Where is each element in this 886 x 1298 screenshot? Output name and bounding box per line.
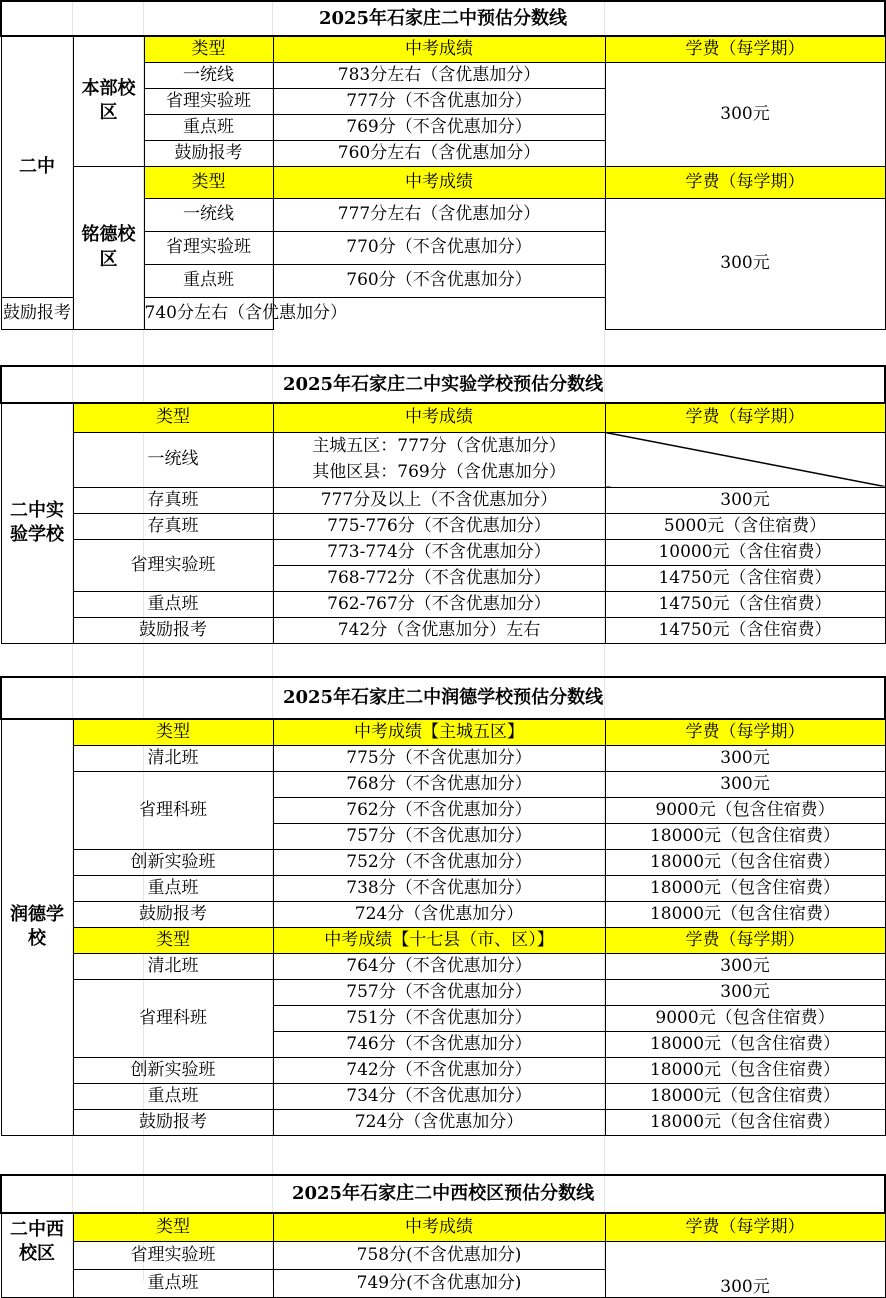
row-fee: 5000元（含住宿费） bbox=[605, 513, 885, 539]
row-score: 769分（不含优惠加分） bbox=[273, 114, 605, 140]
header-fee: 学费（每学期） bbox=[605, 36, 885, 62]
row-fee: 18000元（包含住宿费） bbox=[605, 1031, 885, 1057]
header-score: 中考成绩 bbox=[273, 166, 605, 198]
row-fee: 14750元（含住宿费） bbox=[605, 617, 885, 643]
row-score: 742分（含优惠加分）左右 bbox=[273, 617, 605, 643]
row-fee: 300元 bbox=[605, 771, 885, 797]
section2-title: 2025年石家庄二中实验学校预估分数线 bbox=[1, 366, 885, 403]
row-fee: 300元 bbox=[605, 62, 885, 166]
row-score: 757分（不含优惠加分） bbox=[273, 823, 605, 849]
row-fee: 18000元（包含住宿费） bbox=[605, 875, 885, 901]
row-score: 760分左右（含优惠加分） bbox=[273, 140, 605, 166]
row-score: 746分（不含优惠加分） bbox=[273, 1031, 605, 1057]
header-score: 中考成绩 bbox=[273, 1213, 605, 1241]
row-type: 一统线 bbox=[144, 198, 273, 231]
row-score: 762-767分（不含优惠加分） bbox=[273, 591, 605, 617]
row-score: 762分（不含优惠加分） bbox=[273, 797, 605, 823]
row-fee: 14750元（含住宿费） bbox=[605, 591, 885, 617]
row-score: 777分（不含优惠加分） bbox=[273, 88, 605, 114]
row-type: 省理科班 bbox=[73, 771, 273, 849]
row-fee: 300元 bbox=[605, 745, 885, 771]
row-type: 存真班 bbox=[73, 513, 273, 539]
row-score: 760分（不含优惠加分） bbox=[273, 264, 605, 297]
row-score: 734分（不含优惠加分） bbox=[273, 1083, 605, 1109]
header-type: 类型 bbox=[73, 927, 273, 953]
row-type: 清北班 bbox=[73, 953, 273, 979]
header-type: 类型 bbox=[73, 719, 273, 745]
row-type: 省理实验班 bbox=[73, 1241, 273, 1269]
school-name: 二中西校区 bbox=[1, 1213, 73, 1297]
row-score: 742分（不含优惠加分） bbox=[273, 1057, 605, 1083]
row-score: 751分（不含优惠加分） bbox=[273, 1005, 605, 1031]
section3-title: 2025年石家庄二中润德学校预估分数线 bbox=[1, 677, 885, 719]
row-type: 清北班 bbox=[73, 745, 273, 771]
row-fee: 300元 bbox=[605, 953, 885, 979]
row-score: 773-774分（不含优惠加分） bbox=[273, 539, 605, 565]
section4-table bbox=[0, 1174, 886, 1298]
school-name: 润德学校 bbox=[1, 719, 73, 1135]
section4-title: 2025年石家庄二中西校区预估分数线 bbox=[1, 1175, 885, 1213]
row-score: 724分（含优惠加分） bbox=[273, 1109, 605, 1135]
row-type: 省理实验班 bbox=[73, 539, 273, 591]
row-score: 770分（不含优惠加分） bbox=[273, 231, 605, 264]
row-type: 省理实验班 bbox=[144, 231, 273, 264]
row-type: 鼓励报考 bbox=[144, 140, 273, 166]
empty-diagonal-cell bbox=[605, 432, 885, 487]
row-score: 764分（不含优惠加分） bbox=[273, 953, 605, 979]
row-fee: 18000元（包含住宿费） bbox=[605, 1057, 885, 1083]
row-type: 重点班 bbox=[73, 1269, 273, 1297]
header-fee: 学费（每学期） bbox=[605, 927, 885, 953]
section3-table bbox=[0, 676, 886, 1136]
row-type: 创新实验班 bbox=[73, 1057, 273, 1083]
row-fee: 18000元（包含住宿费） bbox=[605, 1109, 885, 1135]
row-type: 重点班 bbox=[144, 114, 273, 140]
header-fee: 学费（每学期） bbox=[605, 719, 885, 745]
row-type: 一统线 bbox=[144, 62, 273, 88]
campus-name: 本部校区 bbox=[73, 36, 144, 166]
row-score bbox=[273, 432, 605, 487]
row-score: 749分(不含优惠加分) bbox=[273, 1269, 605, 1297]
row-fee: 300元 bbox=[605, 487, 885, 513]
row-fee: 9000元（包含住宿费） bbox=[605, 1005, 885, 1031]
row-type: 存真班 bbox=[73, 487, 273, 513]
row-score: 757分（不含优惠加分） bbox=[273, 979, 605, 1005]
row-score: 775分（不含优惠加分） bbox=[273, 745, 605, 771]
header-score: 中考成绩 bbox=[273, 403, 605, 432]
row-type: 重点班 bbox=[73, 1083, 273, 1109]
header-type: 类型 bbox=[73, 1213, 273, 1241]
row-score: 758分(不含优惠加分) bbox=[273, 1241, 605, 1269]
row-fee: 18000元（包含住宿费） bbox=[605, 1083, 885, 1109]
header-type: 类型 bbox=[144, 36, 273, 62]
row-score: 768分（不含优惠加分） bbox=[273, 771, 605, 797]
header-score: 中考成绩【主城五区】 bbox=[273, 719, 605, 745]
school-name: 二中 bbox=[1, 36, 73, 297]
row-score: 738分（不含优惠加分） bbox=[273, 875, 605, 901]
row-type: 省理实验班 bbox=[144, 88, 273, 114]
row-type: 重点班 bbox=[73, 591, 273, 617]
row-type: 鼓励报考 bbox=[73, 1109, 273, 1135]
row-fee: 300元 bbox=[605, 1241, 885, 1297]
header-score: 中考成绩【十七县（市、区）】 bbox=[273, 927, 605, 953]
score-other-counties: 其他区县：769分（含优惠加分） bbox=[312, 461, 566, 482]
row-score: 768-772分（不含优惠加分） bbox=[273, 565, 605, 591]
section2-table bbox=[0, 365, 886, 644]
row-fee: 10000元（含住宿费） bbox=[605, 539, 885, 565]
row-score: 777分左右（含优惠加分） bbox=[273, 198, 605, 231]
row-type: 鼓励报考 bbox=[73, 617, 273, 643]
row-score: 777分及以上（不含优惠加分） bbox=[273, 487, 605, 513]
row-fee: 18000元（包含住宿费） bbox=[605, 901, 885, 927]
row-type: 鼓励报考 bbox=[1, 297, 73, 329]
row-fee: 18000元（包含住宿费） bbox=[605, 849, 885, 875]
school-name: 二中实验学校 bbox=[1, 403, 73, 643]
row-score: 752分（不含优惠加分） bbox=[273, 849, 605, 875]
row-score: 724分（含优惠加分） bbox=[273, 901, 605, 927]
row-type: 重点班 bbox=[144, 264, 273, 297]
score-main-districts: 主城五区：777分（含优惠加分） bbox=[312, 436, 566, 456]
row-type: 省理科班 bbox=[73, 979, 273, 1057]
row-score: 783分左右（含优惠加分） bbox=[273, 62, 605, 88]
header-type: 类型 bbox=[73, 403, 273, 432]
header-fee: 学费（每学期） bbox=[605, 403, 885, 432]
row-fee: 18000元（包含住宿费） bbox=[605, 823, 885, 849]
campus-name: 铭德校区 bbox=[73, 166, 144, 329]
row-fee: 9000元（包含住宿费） bbox=[605, 797, 885, 823]
header-score: 中考成绩 bbox=[273, 36, 605, 62]
row-fee: 14750元（含住宿费） bbox=[605, 565, 885, 591]
header-type: 类型 bbox=[144, 166, 273, 198]
row-score: 775-776分（不含优惠加分） bbox=[273, 513, 605, 539]
row-score: 740分左右（含优惠加分） bbox=[144, 297, 273, 329]
section1-table bbox=[0, 0, 886, 330]
header-fee: 学费（每学期） bbox=[605, 1213, 885, 1241]
row-type: 创新实验班 bbox=[73, 849, 273, 875]
header-fee: 学费（每学期） bbox=[605, 166, 885, 198]
row-type: 重点班 bbox=[73, 875, 273, 901]
row-fee: 300元 bbox=[605, 979, 885, 1005]
row-type: 一统线 bbox=[73, 432, 273, 487]
row-fee: 300元 bbox=[605, 198, 885, 329]
row-type: 鼓励报考 bbox=[73, 901, 273, 927]
section1-title: 2025年石家庄二中预估分数线 bbox=[1, 1, 885, 36]
